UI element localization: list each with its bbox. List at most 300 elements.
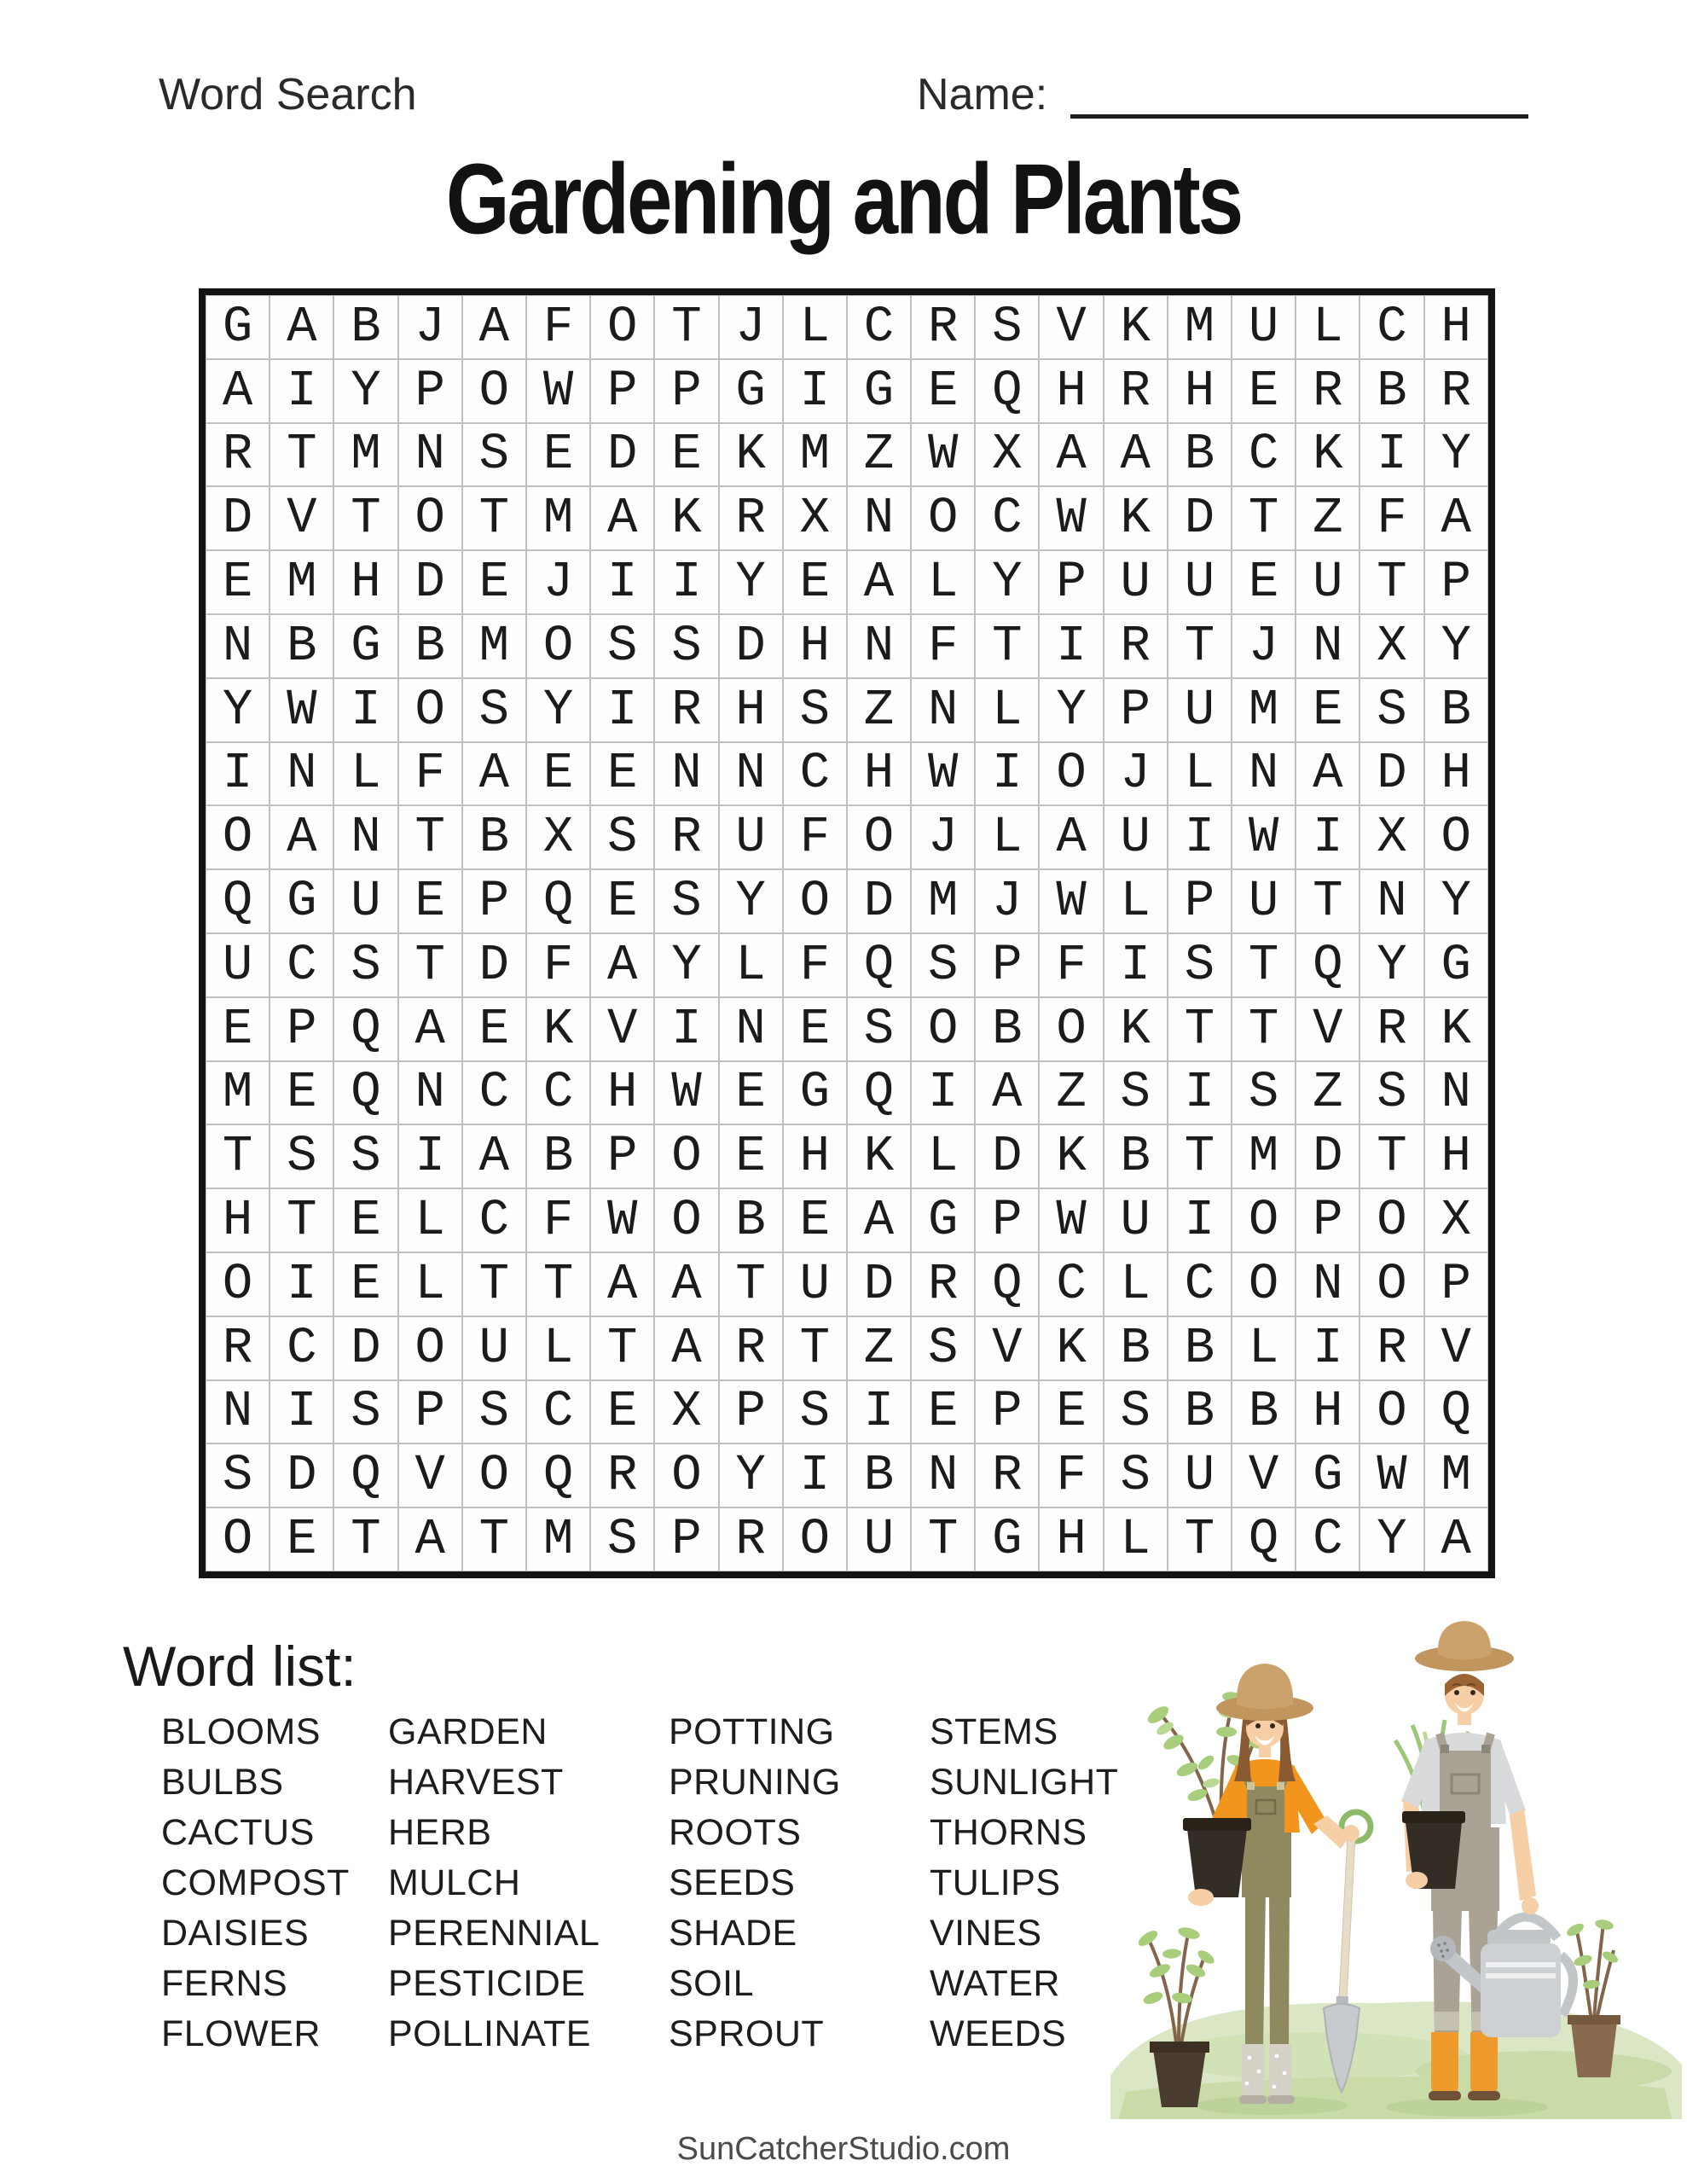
grid-cell: L [1168,742,1232,806]
grid-cell: G [270,869,333,933]
grid-cell: I [1359,423,1423,487]
grid-cell: F [526,295,590,359]
grid-cell: O [398,678,462,742]
grid-cell: I [783,1443,847,1507]
grid-cell: U [1104,805,1168,869]
grid-cell: G [333,614,397,678]
grid-cell: B [1168,423,1232,487]
grid-cell: T [398,805,462,869]
grid-cell: J [398,295,462,359]
grid-cell: D [719,614,783,678]
grid-cell: O [590,295,654,359]
grid-cell: E [911,1380,975,1444]
grid-cell: D [398,550,462,614]
grid-cell: S [206,1443,270,1507]
grid-cell: A [654,1316,718,1380]
grid-cell: L [1104,1507,1168,1571]
grid-cell: O [783,869,847,933]
grid-cell: S [975,295,1039,359]
grid-cell: O [911,486,975,550]
grid-cell: X [1424,1188,1488,1252]
grid-cell: R [654,678,718,742]
grid-cell: T [1232,997,1296,1061]
grid-cell: B [1168,1380,1232,1444]
grid-cell: A [590,486,654,550]
grid-cell: K [1104,997,1168,1061]
grid-cell: V [1296,997,1359,1061]
grid-cell: U [1168,550,1232,614]
grid-cell: L [1104,869,1168,933]
grid-cell: V [398,1443,462,1507]
grid-cell: O [654,1443,718,1507]
grid-cell: I [1168,805,1232,869]
grid-cell: J [1232,614,1296,678]
grid-cell: P [1424,1252,1488,1316]
word-list-item: ROOTS [669,1812,802,1853]
grid-cell: N [1296,1252,1359,1316]
word-list-column [669,1707,930,2059]
grid-cell: F [783,933,847,997]
grid-cell: W [1359,1443,1423,1507]
grid-cell: M [462,614,526,678]
grid-cell: E [398,869,462,933]
grid-cell: E [1296,678,1359,742]
grid-cell: Y [1359,933,1423,997]
grid-cell: O [206,805,270,869]
word-list-item: TULIPS [930,1862,1061,1903]
grid-cell: E [526,742,590,806]
grid-cell: Y [719,550,783,614]
grid-cell: E [1232,359,1296,423]
grid-cell: B [975,997,1039,1061]
grid-cell: S [847,997,911,1061]
grid-cell: P [654,1507,718,1571]
grid-cell: C [462,1061,526,1125]
grid-cell: I [1168,1061,1232,1125]
word-list-item: PERENNIAL [388,1913,600,1954]
grid-cell: I [911,1061,975,1125]
grid-cell: C [847,295,911,359]
grid-cell: N [398,423,462,487]
grid-cell: R [911,295,975,359]
grid-cell: D [333,1316,397,1380]
grid-cell: A [975,1061,1039,1125]
grid-cell: B [1359,359,1423,423]
grid-cell: B [719,1188,783,1252]
grid-cell: D [1168,486,1232,550]
grid-cell: U [1104,550,1168,614]
grid-cell: U [783,1252,847,1316]
grid-cell: P [1424,550,1488,614]
grid-cell: Z [847,678,911,742]
grid-cell: N [847,614,911,678]
grid-cell: H [333,550,397,614]
grid-cell: M [783,423,847,487]
grid-cell: T [270,1188,333,1252]
grid-cell: A [1296,742,1359,806]
grid-cell: W [526,359,590,423]
grid-cell: P [1168,869,1232,933]
grid-cell: T [1359,550,1423,614]
grid-cell: E [590,869,654,933]
word-list-heading: Word list: [123,1635,357,1698]
grid-cell: Q [333,997,397,1061]
grid-cell: T [462,1507,526,1571]
grid-cell: S [333,1380,397,1444]
grid-cell: M [1424,1443,1488,1507]
grid-cell: N [1296,614,1359,678]
grid-cell: B [333,295,397,359]
grid-cell: W [911,423,975,487]
grid-cell: P [1039,550,1103,614]
name-blank-line[interactable] [1070,114,1528,119]
grid-cell: A [1039,805,1103,869]
grid-cell: S [654,869,718,933]
grid-cell: L [1232,1316,1296,1380]
grid-cell: Y [975,550,1039,614]
grid-cell: Z [847,423,911,487]
grid-cell: T [1168,1124,1232,1188]
grid-cell: T [1296,869,1359,933]
grid-cell: O [526,614,590,678]
grid-cell: T [1168,997,1232,1061]
grid-cell: I [590,550,654,614]
grid-cell: O [462,359,526,423]
grid-cell: L [398,1252,462,1316]
grid-cell: E [270,1061,333,1125]
grid-cell: I [206,742,270,806]
grid-cell: Y [1359,1507,1423,1571]
grid-cell: D [975,1124,1039,1188]
name-label: Name: [917,70,1048,119]
footer-credit: SunCatcherStudio.com [676,2131,1011,2167]
grid-cell: Q [333,1061,397,1125]
grid-cell: R [654,805,718,869]
grid-cell: R [1424,359,1488,423]
grid-cell: N [1424,1061,1488,1125]
grid-cell: D [270,1443,333,1507]
grid-cell: U [719,805,783,869]
grid-cell: S [270,1124,333,1188]
worksheet-type-label: Word Search [159,70,417,119]
grid-cell: I [1296,805,1359,869]
grid-cell: S [590,614,654,678]
grid-cell: T [1232,486,1296,550]
grid-cell: A [847,550,911,614]
grid-cell: I [1168,1188,1232,1252]
grid-cell: H [783,614,847,678]
grid-cell: S [462,678,526,742]
grid-cell: L [1104,1252,1168,1316]
grid-cell: C [270,1316,333,1380]
grid-cell: T [1168,614,1232,678]
grid-cell: I [654,550,718,614]
grid-cell: S [1104,1061,1168,1125]
grid-cell: M [911,869,975,933]
grid-cell: R [1296,359,1359,423]
grid-cell: R [975,1443,1039,1507]
grid-cell: X [975,423,1039,487]
word-list-item: MULCH [388,1862,521,1903]
grid-cell: L [783,295,847,359]
grid-cell: D [462,933,526,997]
grid-cell: I [590,678,654,742]
grid-cell: W [270,678,333,742]
word-list-item: HARVEST [388,1762,564,1803]
grid-cell: A [398,997,462,1061]
grid-cell: A [654,1252,718,1316]
grid-cell: D [847,1252,911,1316]
grid-cell: O [206,1507,270,1571]
grid-cell: Y [1424,423,1488,487]
grid-cell: C [1168,1252,1232,1316]
grid-cell: L [911,550,975,614]
grid-cell: U [847,1507,911,1571]
grid-cell: E [654,423,718,487]
grid-cell: S [333,933,397,997]
grid-cell: U [333,869,397,933]
word-list-item: SHADE [669,1913,797,1954]
word-search-grid [199,288,1495,1578]
grid-cell: O [1232,1252,1296,1316]
grid-cell: Y [1039,678,1103,742]
grid-cell: T [1168,1507,1232,1571]
grid-cell: I [333,678,397,742]
grid-cell: O [783,1507,847,1571]
grid-cell: K [526,997,590,1061]
grid-cell: O [1359,1188,1423,1252]
grid-cell: P [462,869,526,933]
grid-cell: O [1039,742,1103,806]
grid-cell: P [975,1188,1039,1252]
grid-cell: D [847,869,911,933]
gardeners-illustration [1100,1612,1687,2124]
grid-cell: I [1039,614,1103,678]
grid-cell: S [590,1507,654,1571]
grid-cell: X [1359,805,1423,869]
word-list-item: SEEDS [669,1862,796,1903]
grid-cell: Y [719,869,783,933]
grid-cell: N [206,614,270,678]
grid-cell: L [911,1124,975,1188]
grid-cell: C [783,742,847,806]
grid-cell: T [206,1124,270,1188]
grid-cell: V [975,1316,1039,1380]
grid-cell: F [1039,1443,1103,1507]
grid-cell: X [1359,614,1423,678]
grid-cell: Z [1296,486,1359,550]
grid-cell: U [1104,1188,1168,1252]
grid-cell: T [911,1507,975,1571]
word-list-item: BLOOMS [161,1711,321,1752]
grid-cell: I [975,742,1039,806]
grid-cell: I [270,1252,333,1316]
grid-cell: G [783,1061,847,1125]
grid-cell: Y [1424,869,1488,933]
grid-cell: C [526,1380,590,1444]
grid-cell: I [654,997,718,1061]
grid-cell: S [462,423,526,487]
grid-cell: G [911,1188,975,1252]
grid-cell: E [333,1252,397,1316]
grid-cell: R [1359,997,1423,1061]
grid-cell: D [590,423,654,487]
grid-cell: C [1359,295,1423,359]
grid-cell: C [270,933,333,997]
word-list-item: DAISIES [161,1913,310,1954]
grid-cell: A [462,295,526,359]
grid-cell: B [1232,1380,1296,1444]
grid-cell: K [719,423,783,487]
grid-cell: N [847,486,911,550]
grid-cell: P [590,1124,654,1188]
grid-cell: W [911,742,975,806]
grid-cell: D [1296,1124,1359,1188]
grid-cell: P [719,1380,783,1444]
grid-cell: F [526,933,590,997]
grid-cell: R [206,1316,270,1380]
grid-cell: G [847,359,911,423]
grid-cell: Y [526,678,590,742]
grid-cell: B [1168,1316,1232,1380]
grid-cell: M [1168,295,1232,359]
grid-cell: N [719,742,783,806]
grid-cell: L [333,742,397,806]
grid-cell: F [1039,933,1103,997]
grid-cell: W [1039,486,1103,550]
grid-cell: J [719,295,783,359]
grid-cell: J [526,550,590,614]
grid-cell: U [1168,678,1232,742]
grid-cell: Z [1039,1061,1103,1125]
grid-cell: T [1232,933,1296,997]
word-list-item: FERNS [161,1963,288,2004]
word-list-item: POLLINATE [388,2013,591,2054]
grid-cell: P [270,997,333,1061]
grid-cell: S [911,933,975,997]
grid-cell: S [590,805,654,869]
grid-cell: R [1359,1316,1423,1380]
grid-cell: Y [206,678,270,742]
grid-cell: J [911,805,975,869]
grid-cell: B [1104,1124,1168,1188]
grid-cell: P [398,359,462,423]
grid-cell: M [270,550,333,614]
grid-cell: B [398,614,462,678]
grid-cell: C [1232,423,1296,487]
grid-cell: Q [333,1443,397,1507]
grid-cell: B [462,805,526,869]
grid-cell: P [975,1380,1039,1444]
word-list-item: COMPOST [161,1862,350,1903]
grid-cell: T [719,1252,783,1316]
grid-cell: O [1424,805,1488,869]
grid-cell: O [206,1252,270,1316]
grid-cell: M [1232,1124,1296,1188]
grid-cell: N [206,1380,270,1444]
grid-cell: B [1104,1316,1168,1380]
grid-cell: I [1296,1316,1359,1380]
grid-cell: F [783,805,847,869]
grid-cell: G [206,295,270,359]
grid-cell: U [1168,1443,1232,1507]
word-list-column [388,1707,669,2059]
grid-cell: O [398,1316,462,1380]
word-list [161,1707,1151,2059]
grid-cell: H [1168,359,1232,423]
word-list-item: STEMS [930,1711,1058,1752]
grid-cell: Z [1296,1061,1359,1125]
word-list-item: BULBS [161,1762,284,1803]
grid-cell: A [462,742,526,806]
grid-cell: R [911,1252,975,1316]
grid-cell: C [526,1061,590,1125]
word-list-item: SOIL [669,1963,754,2004]
grid-cell: S [783,678,847,742]
grid-cell: C [1039,1252,1103,1316]
grid-cell: V [1039,295,1103,359]
grid-cell: R [1104,359,1168,423]
grid-cell: V [1232,1443,1296,1507]
grid-cell: X [783,486,847,550]
grid-cell: A [1424,486,1488,550]
grid-cell: R [590,1443,654,1507]
grid-cell: S [1359,1061,1423,1125]
grid-cell: K [1296,423,1359,487]
grid-cell: Q [526,1443,590,1507]
grid-cell: W [1039,869,1103,933]
grid-cell: Q [206,869,270,933]
grid-cell: Q [526,869,590,933]
grid-cell: I [270,1380,333,1444]
grid-cell: J [1104,742,1168,806]
grid-cell: S [333,1124,397,1188]
grid-cell: D [206,486,270,550]
grid-cell: Q [847,933,911,997]
grid-cell: E [206,550,270,614]
grid-cell: O [1359,1252,1423,1316]
grid-cell: G [719,359,783,423]
grid-cell: E [783,550,847,614]
grid-cell: T [526,1252,590,1316]
grid-cell: O [847,805,911,869]
grid-cell: S [462,1380,526,1444]
grid-cell: P [590,359,654,423]
grid-cell: A [590,1252,654,1316]
word-list-item: WATER [930,1963,1060,2004]
grid-cell: C [462,1188,526,1252]
grid-cell: E [590,742,654,806]
grid-cell: O [1039,997,1103,1061]
word-list-item: VINES [930,1913,1042,1954]
grid-cell: T [333,1507,397,1571]
grid-cell: R [1104,614,1168,678]
grid-cell: B [1424,678,1488,742]
grid-cell: P [975,933,1039,997]
grid-cell: Q [1232,1507,1296,1571]
grid-cell: I [270,359,333,423]
grid-cell: B [270,614,333,678]
grid-cell: E [719,1124,783,1188]
grid-cell: T [333,486,397,550]
puzzle-title: Gardening and Plants [445,143,1242,256]
grid-cell: N [398,1061,462,1125]
grid-cell: T [654,295,718,359]
grid-cell: T [398,933,462,997]
grid-cell: K [1424,997,1488,1061]
grid-cell: G [1296,1443,1359,1507]
grid-cell: H [590,1061,654,1125]
